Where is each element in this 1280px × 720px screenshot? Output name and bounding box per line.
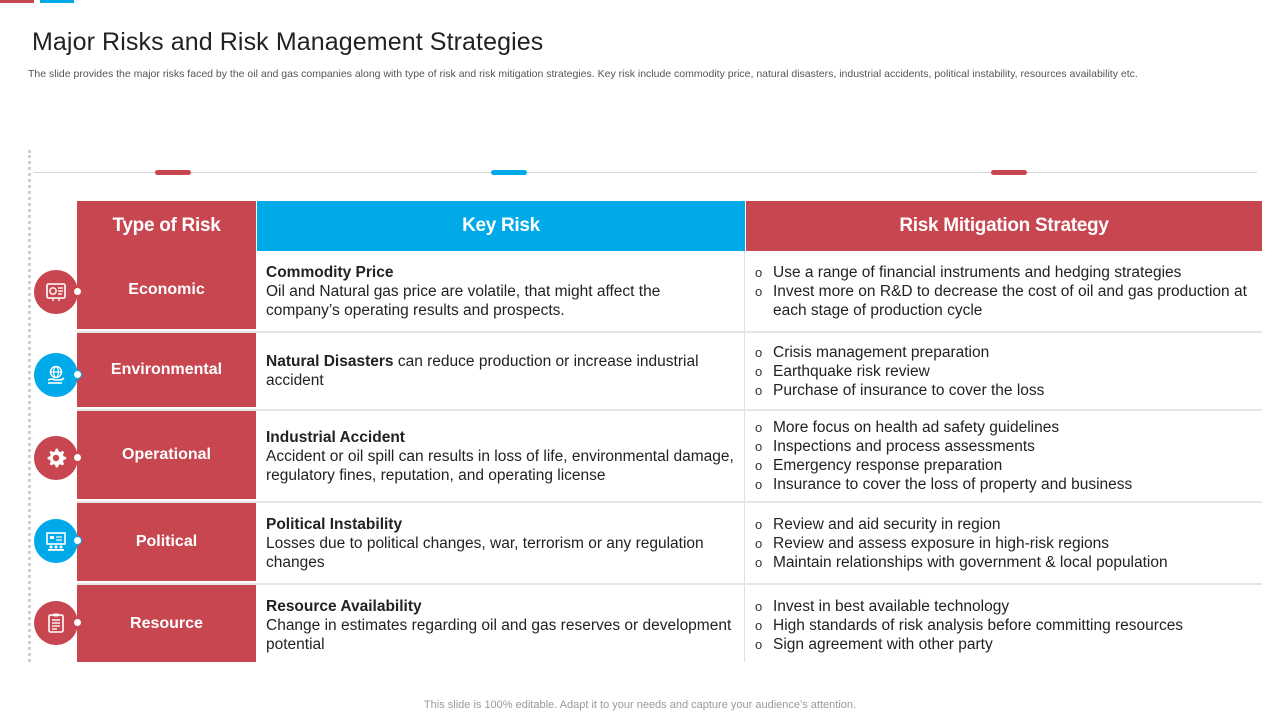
key-risk-cell bbox=[256, 333, 745, 409]
strategy-cell bbox=[745, 585, 1262, 662]
table-row bbox=[77, 251, 1262, 333]
key-risk-text: Change in estimates regarding oil and gas reserves or development potential bbox=[266, 617, 732, 653]
strategy-item: o Invest more on R&D to decrease the cost of oil and gas production at each stage of production cycle bbox=[755, 283, 1247, 319]
strategy-item: o Maintain relationships with government & local population bbox=[755, 554, 1168, 571]
key-risk-title: Commodity Price bbox=[266, 264, 394, 281]
header-type-of-risk: Type of Risk bbox=[77, 201, 256, 251]
strategy-item: o Review and assess exposure in high-risk regions bbox=[755, 535, 1109, 552]
key-risk-cell bbox=[256, 503, 745, 583]
key-risk-text: Accident or oil spill can results in loss of life, environmental damage, regulatory fines, reputation, and operating license bbox=[266, 448, 734, 484]
column-marker-type bbox=[155, 170, 191, 175]
dotted-divider bbox=[28, 150, 31, 662]
connector-knob bbox=[73, 370, 82, 379]
strategy-item: o Emergency response preparation bbox=[755, 457, 1003, 474]
strategy-cell bbox=[745, 333, 1262, 409]
strategy-item: o Earthquake risk review bbox=[755, 362, 930, 380]
header-risk-mitigation: Risk Mitigation Strategy bbox=[745, 201, 1262, 251]
connector-knob bbox=[73, 618, 82, 627]
globe-hand-icon bbox=[34, 353, 78, 397]
table-row bbox=[77, 411, 1262, 503]
key-risk-title: Political Instability bbox=[266, 516, 403, 533]
footer-note: This slide is 100% editable. Adapt it to your needs and capture your audience’s attention. bbox=[423, 699, 857, 711]
gear-icon bbox=[34, 436, 78, 480]
clipboard-icon bbox=[34, 601, 78, 645]
column-marker-strategy bbox=[991, 170, 1027, 175]
top-accent-red bbox=[0, 0, 34, 3]
strategy-cell bbox=[745, 251, 1262, 331]
risk-type-cell: Political bbox=[77, 503, 256, 583]
key-risk-cell bbox=[256, 585, 745, 662]
connector-knob bbox=[73, 287, 82, 296]
table-row bbox=[77, 333, 1262, 411]
strategy-cell bbox=[745, 503, 1262, 583]
dollar-chart-icon bbox=[34, 270, 78, 314]
strategy-item: o Sign agreement with other party bbox=[755, 636, 993, 653]
key-risk-title: Natural Disasters bbox=[266, 353, 394, 370]
column-marker-key bbox=[491, 170, 527, 175]
key-risk-title: Industrial Accident bbox=[266, 429, 405, 446]
connector-knob bbox=[73, 536, 82, 545]
presentation-icon bbox=[34, 519, 78, 563]
table-header-row bbox=[77, 201, 1262, 251]
strategy-item: o More focus on health ad safety guidelines bbox=[755, 419, 1060, 436]
strategy-item: o High standards of risk analysis before committing resources bbox=[755, 617, 1184, 634]
risk-type-cell: Operational bbox=[77, 411, 256, 501]
strategy-item: o Insurance to cover the loss of property and business bbox=[755, 476, 1133, 493]
strategy-item: o Crisis management preparation bbox=[755, 343, 990, 361]
key-risk-text: can reduce production or increase industrial accident bbox=[266, 353, 699, 389]
strategy-item: o Inspections and process assessments bbox=[755, 438, 1035, 455]
key-risk-cell bbox=[256, 251, 745, 331]
strategy-item: o Review and aid security in region bbox=[755, 516, 1001, 533]
risk-type-cell: Environmental bbox=[77, 333, 256, 409]
strategy-cell bbox=[745, 411, 1262, 501]
key-risk-title: Resource Availability bbox=[266, 598, 422, 615]
top-accent-blue bbox=[40, 0, 74, 3]
strategy-item: o Purchase of insurance to cover the loss bbox=[755, 381, 1045, 399]
table-row bbox=[77, 503, 1262, 585]
key-risk-text: Losses due to political changes, war, terrorism or any regulation changes bbox=[266, 535, 704, 571]
connector-knob bbox=[73, 453, 82, 462]
key-risk-cell bbox=[256, 411, 745, 501]
risk-type-cell: Resource bbox=[77, 585, 256, 662]
risk-table bbox=[77, 201, 1262, 662]
horizontal-divider bbox=[34, 172, 1257, 173]
strategy-item: o Invest in best available technology bbox=[755, 598, 1010, 615]
key-risk-text: Oil and Natural gas price are volatile, that might affect the company’s operating results and prospects. bbox=[266, 283, 661, 319]
page-subtitle: The slide provides the major risks faced by the oil and gas companies along with type of risk and risk mitigation strategies. Key risk include commodity price, natural disasters, industrial accidents, political instability, resources availability etc. bbox=[28, 68, 1138, 80]
header-key-risk: Key Risk bbox=[256, 201, 745, 251]
strategy-item: o Use a range of financial instruments and hedging strategies bbox=[755, 264, 1182, 281]
table-row bbox=[77, 585, 1262, 662]
page-title: Major Risks and Risk Management Strategies bbox=[32, 28, 544, 56]
risk-type-cell: Economic bbox=[77, 251, 256, 331]
